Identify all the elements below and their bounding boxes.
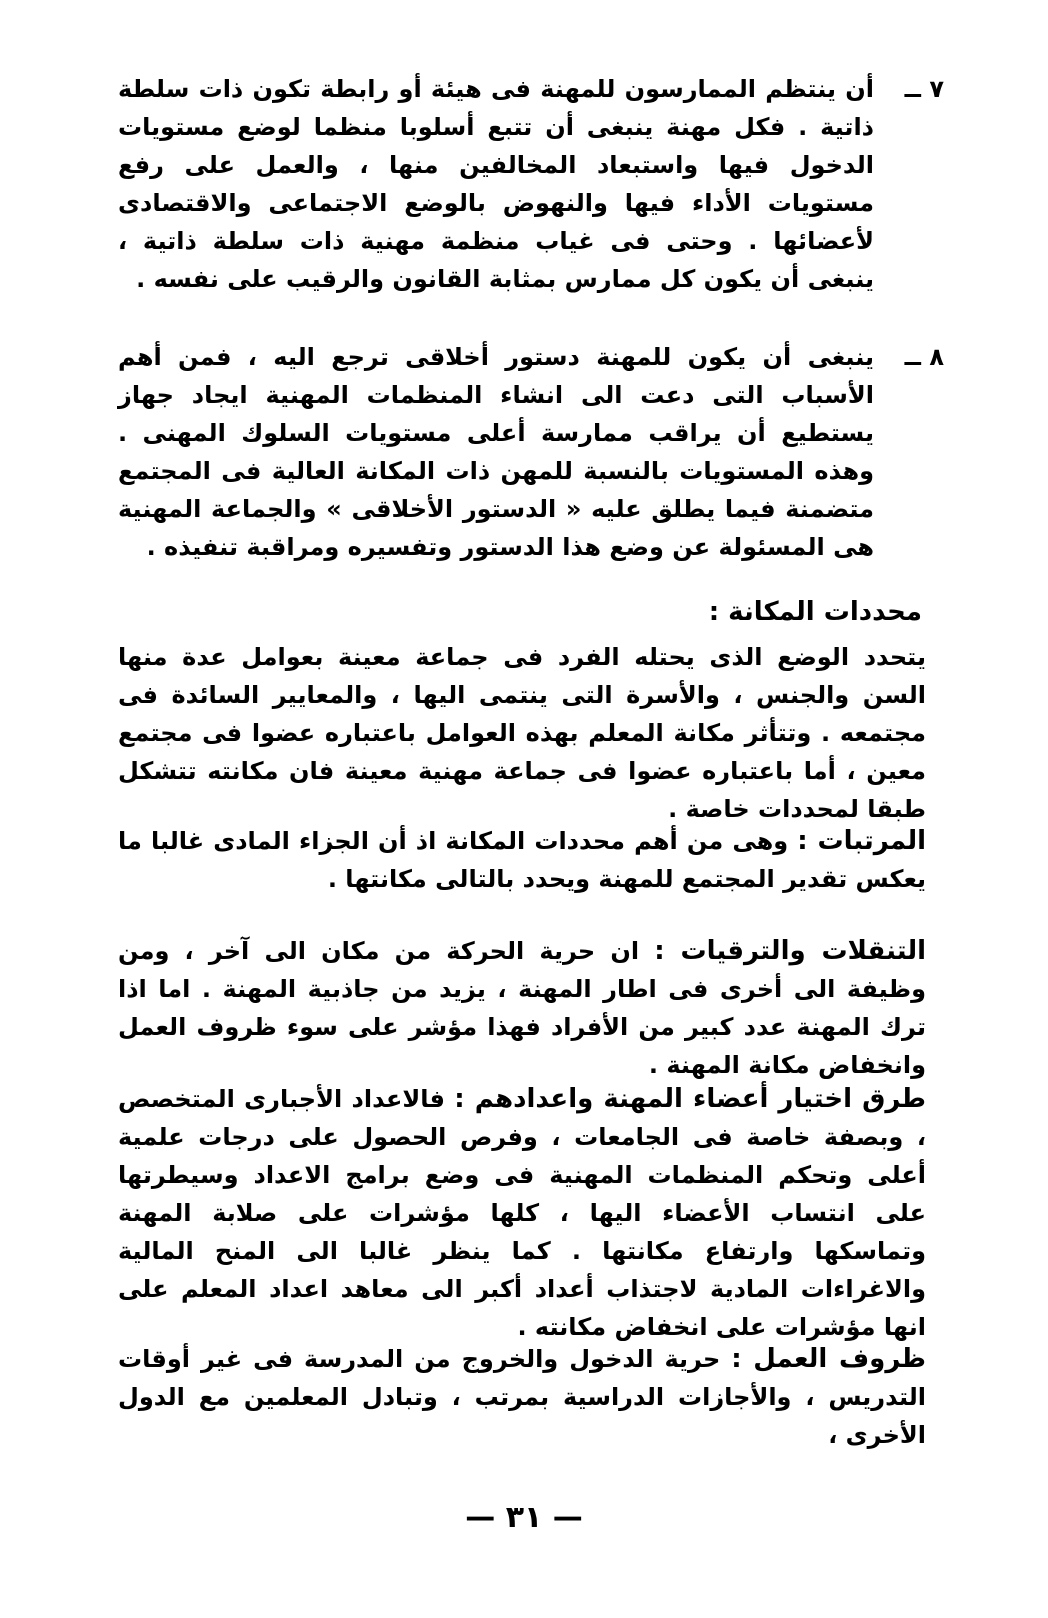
item-text: أن ينتظم الممارسون للمهنة فى هيئة أو رابطة تكون ذات سلطة ذاتية . فكل مهنة ينبغى أن تتبع أسلوبا منظما لوضع مستويات الدخول فيها واستبعاد المخالفين منها ، والعمل على رفع مستويات الأداء فيها والنهوض بالوضع الاجتماعى والاقتصادى لأعضائها . وحتى فى غياب منظمة مهنية ذات سلطة ذاتية ، ينبغى أن يكون كل ممارس بمثابة القانون والرقيب على نفسه .	[118, 75, 874, 293]
paragraph-heading: طرق اختيار أعضاء المهنة واعدادهم :	[454, 1084, 926, 1114]
paragraph-heading: التنقلات والترقيات :	[654, 936, 926, 966]
paragraph-heading: ظروف العمل :	[731, 1344, 926, 1374]
paragraph-selection	[118, 1080, 926, 1346]
page-number: — ٣١ —	[465, 1500, 583, 1535]
paragraph-salaries	[118, 822, 926, 898]
list-item-7	[118, 70, 944, 298]
paragraph-status: يتحدد الوضع الذى يحتله الفرد فى جماعة معينة بعوامل عدة منها السن والجنس ، والأسرة التى ينتمى اليها ، والمعايير السائدة فى مجتمعه . وتتأثر مكانة المعلم بهذه العوامل باعتباره عضوا فى مجتمع معين ، أما باعتباره عضوا فى جماعة مهنية معينة فان مكانته تتشكل طبقا لمحددات خاصة .	[118, 643, 926, 823]
section-heading: محددات المكانة :	[708, 597, 922, 627]
paragraph-text: ان حرية الحركة من مكان الى آخر ، ومن وظيفة الى أخرى فى اطار المهنة ، يزيد من جاذبية المهنة . اما اذا ترك المهنة عدد كبير من الأفراد فهذا مؤشر على سوء ظروف العمل وانخفاض مكانة المهنة .	[118, 937, 926, 1079]
item-text: ينبغى أن يكون للمهنة دستور أخلاقى ترجع اليه ، فمن أهم الأسباب التى دعت الى انشاء المنظمات المهنية ايجاد جهاز يستطيع أن يراقب ممارسة أعلى مستويات السلوك المهنى . وهذه المستويات بالنسبة للمهن ذات المكانة العالية فى المجتمع متضمنة فيما يطلق عليه « الدستور الأخلاقى » والجماعة المهنية هى المسئولة عن وضع هذا الدستور وتفسيره ومراقبة تنفيذه .	[118, 343, 874, 561]
paragraph-text: حرية الدخول والخروج من المدرسة فى غير أوقات التدريس ، والأجازات الدراسية بمرتب ، وتبادل المعلمين مع الدول الأخرى ،	[118, 1345, 926, 1449]
paragraph-work	[118, 1340, 926, 1454]
paragraph-heading: المرتبات :	[797, 826, 926, 856]
paragraph-transfers	[118, 932, 926, 1084]
paragraph-text: وهى من أهم محددات المكانة اذ أن الجزاء المادى غالبا ما يعكس تقدير المجتمع للمهنة ويحدد بالتالى مكانتها .	[118, 827, 926, 893]
item-number: ٧ ــ	[904, 75, 944, 103]
item-number: ٨ ــ	[904, 343, 944, 371]
paragraph-text: فالاعداد الأجبارى المتخصص ، وبصفة خاصة فى الجامعات ، وفرص الحصول على درجات علمية أعلى وتحكم المنظمات المهنية فى وضع برامج الاعداد وسيطرتها على انتساب الأعضاء اليها ، كلها مؤشرات على صلابة المهنة وتماسكها وارتفاع مكانتها . كما ينظر غالبا الى المنح المالية والاغراءات المادية لاجتذاب أعداد أكبر الى معاهد اعداد المعلم على انها مؤشرات على انخفاض مكانته .	[118, 1085, 926, 1341]
list-item-8	[118, 338, 944, 566]
